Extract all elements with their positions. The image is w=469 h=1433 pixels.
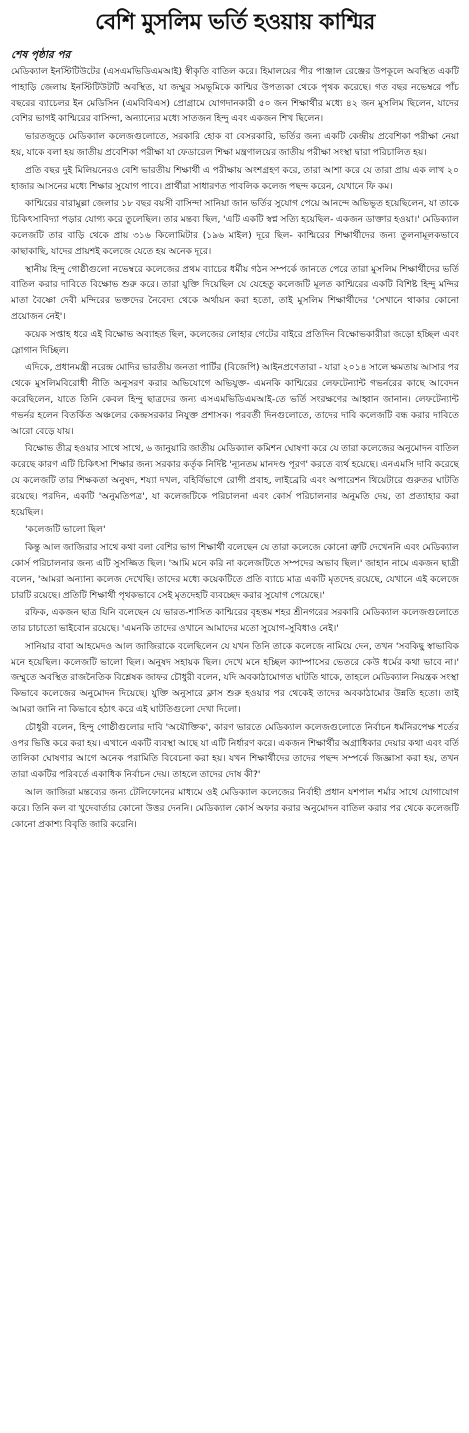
article-paragraph: সানিয়ার বাবা আহমেদও আল জাজিরাকে বলেছিলেন যে যখন তিনি তাকে কলেজে নামিয়ে দেন, তখন 'সবকিছু স্বাভাবিক মনে হয়েছিল। কলেজটি ভালো ছিল। অনুষদ সহায়ক ছিল। দেখে মনে হচ্ছিল ক্যাম্পাসের ভেতরে কেউ ধর্মের কথা ভাবে না।' জম্মুতে অবস্থিত রাজনৈতিক বিশ্লেষক জাফর চৌধুরী বলেন, যদি অবকাঠামোগত ঘাটতি থাকে, তাহলে মেডিক্যাল নিয়ন্ত্রক সংস্থা কিভাবে কলেজের অনুমোদন দিয়েছে। যুক্তি অনুসারে ক্লাস শুরু হওয়ার পর থেকেই তাদের অবকাঠামোর উন্নতি হতো। তাই আমরা জানি না কিভাবে হঠাৎ করে এই ঘাটতিগুলো দেখা দিলো। bbox=[11, 640, 459, 716]
article-paragraph: কাশ্মিরের বারামুল্লা জেলার ১৮ বছর বয়সী বাসিন্দা সানিয়া জান ভর্তির সুযোগ পেয়ে আনন্দে অভিভূত হয়েছিলেন, যা তাকে চিকিৎসাবিদ্যা পড়ার যোগ্য করে তুলেছিল। তার মন্তব্য ছিল, 'এটি একটি স্বপ্ন সত্যি হয়েছিল- একজন ডাক্তার হওয়া।' মেডিক্যাল কলেজটি তার বাড়ি থেকে প্রায় ৩১৬ কিলোমিটার (১৯৬ মাইল) দূরে ছিল- কাশ্মিরের শিক্ষার্থীদের জন্য তুলনামূলকভাবে কাছাকাছি, যাদের প্রায়শই কলেজে যেতে হয় অনেক দূরে। bbox=[11, 198, 459, 257]
headline: বেশি মুসলিম ভর্তি হওয়ায় কাশ্মির bbox=[95, 10, 375, 35]
article-paragraph: প্রতি বছর দুই মিলিয়নেরও বেশি ভারতীয় শিক্ষার্থী এ পরীক্ষায় অংশগ্রহণ করে, তারা আশা করে যে তারা প্রায় এক লাখ ২০ হাজার আসনের মধ্যে শিক্ষার সুযোগ পাবে। প্রার্থীরা সাধারণত পাবলিক কলেজ পছন্দ করেন, যেখানে ফি কম। bbox=[11, 164, 459, 192]
subheading: 'কলেজটি ভালো ছিল' bbox=[25, 524, 106, 536]
article-body bbox=[11, 64, 459, 832]
article-paragraph: রফিক, একজন ছাত্র যিনি বলেছেন যে ভারত-শাসিত কাশ্মিরের বৃহত্তম শহর শ্রীনগরের সরকারি মেডিক্যাল কলেজগুলোতে তার চাচাতো ভাইবোন রয়েছে। 'এমনকি তাদের ওখানে আমাদের মতো সুযোগ-সুবিধাও নেই।' bbox=[11, 607, 459, 635]
article-paragraph: কয়েক সপ্তাহ ধরে এই বিক্ষোভ অব্যাহত ছিল, কলেজের লোহার গেটের বাইরে প্রতিদিন বিক্ষোভকারীরা জড়ো হচ্ছিল এবং স্লোগান দিচ্ছিল। bbox=[11, 328, 459, 356]
article-paragraph: বিক্ষোভ তীব্র হওয়ার সাথে সাথে, ৬ জানুয়ারি জাতীয় মেডিক্যাল কমিশন ঘোষণা করে যে তারা কলেজের অনুমোদন বাতিল করেছে কারণ এটি চিকিৎসা শিক্ষার জন্য সরকার কর্তৃক নির্দিষ্ট 'ন্যূনতম মানদণ্ড পূরণ' করতে ব্যর্থ হয়েছে। এনএমসি দাবি করেছে যে কলেজটি তার শিক্ষকতা অনুষদ, শয্যা দখল, বহির্বিভাগে রোগী প্রবাহ, লাইব্রেরি এবং অপারেশন থিয়েটারে গুরুতর ঘাটতি রয়েছে। পরদিন, একটি 'অনুমতিপত্র', যা কলেজটিকে পরিচালনা এবং কোর্স পরিচালনার অনুমতি দেয়, তা প্রত্যাহার করা হয়েছিল। bbox=[11, 443, 459, 518]
article-paragraph: মেডিক্যাল ইনস্টিটিউটের (এসএমভিডিএমআই) স্বীকৃতি বাতিল করে। হিমালয়ের পীর পাঞ্জাল রেঞ্জের উপকূলে অবস্থিত একটি পাহাড়ি জেলায় ইনস্টিটিউটটি অবস্থিত, যা জম্মুর সমভূমিকে কাশ্মির উপত্যকা থেকে পৃথক করেছে। গত বছর নভেম্বরে পাঁচ বছরের ব্যাচেলর ইন মেডিসিন (এমবিবিএস) প্রোগ্রামে যোগদানকারী ৫০ জন শিক্ষার্থীর মধ্যে ৪২ জন মুসলিম ছিলেন, যাদের বেশির ভাগই কাশ্মিরের বাসিন্দা, অন্যান্যের মধ্যে সাতজন হিন্দু এবং একজন শিখ ছিলেন। bbox=[11, 66, 459, 125]
article-paragraph: আল জাজিরা মন্তব্যের জন্য টেলিফোনের মাধ্যমে ওই মেডিক্যাল কলেজের নির্বাহী প্রধান যশপাল শর্মার সাথে যোগাযোগ করে। তিনি কল বা খুদেবার্তার কোনো উত্তর দেননি। মেডিক্যাল কোর্স অফার করার অনুমোদন বাতিল করার পর থেকে কলেজটি কোনো প্রকাশ্য বিবৃতি জারি করেনি। bbox=[11, 787, 459, 830]
article-paragraph: এদিকে, প্রধানমন্ত্রী নরেন্দ্র মোদির ভারতীয় জনতা পার্টির (বিজেপি) আইনপ্রণেতারা - যারা ২০১৪ সালে ক্ষমতায় আসার পর থেকে মুসলিমবিরোধী নীতি অনুসরণ করার অভিযোগে অভিযুক্ত- এমনকি কাশ্মিরের লেফটেন্যান্ট গভর্নরের কাছে আবেদন করেছিলেন, যাতে তিনি কেবল হিন্দু ছাত্রদের জন্য এসএমভিডিএমআই-তে ভর্তি সংরক্ষণের আহ্বান জানান। লেফটেন্যান্ট গভর্নর হলেন বিতর্কিত অঞ্চলের কেন্দ্রসরকার নিযুক্ত প্রশাসক। পরবর্তী দিনগুলোতে, তাদের দাবি কলেজটি বন্ধ করার দাবিতে আরো বেড়ে যায়। bbox=[11, 362, 459, 437]
continued-from-label: শেষ পৃষ্ঠার পর bbox=[11, 49, 71, 61]
article-paragraph: স্থানীয় হিন্দু গোষ্ঠীগুলো নভেম্বরে কলেজের প্রথম ব্যাচের ধর্মীয় গঠন সম্পর্কে জানতে পেরে তারা মুসলিম শিক্ষার্থীদের ভর্তি বাতিল করার দাবিতে বিক্ষোভ শুরু করে। তারা যুক্তি দিয়েছিল যে যেহেতু কলেজটি মূলত কাশ্মিরের একটি বিশিষ্ট হিন্দু মন্দির মাতা বৈষ্ণো দেবী মন্দিরের ভক্তদের নৈবেদ্য থেকে অর্থায়ন করা হতো, তাই মুসলিম শিক্ষার্থীদের 'সেখানে থাকার কোনো প্রয়োজন নেই'। bbox=[11, 263, 459, 322]
article-paragraph: চৌধুরী বলেন, হিন্দু গোষ্ঠীগুলোর দাবি 'অযৌক্তিক', কারণ ভারতে মেডিক্যাল কলেজগুলোতে নির্বাচন ধর্মনিরপেক্ষ শর্তের ওপর ভিত্তি করে করা হয়। এখানে একটি ব্যবস্থা আছে যা এটি নির্ধারণ করে। একজন শিক্ষার্থীর অগ্রাধিকার দেয়ার কথা এবং বর্তি তালিকা ঘোষণার আগে অনেক পরামিতি বিবেচনা করা হয়। যখন শিক্ষার্থীদের তাদের পছন্দ সম্পর্কে জিজ্ঞাসা করা হয়, তখন তারা একটির পরিবর্তে একাধিক নির্বাচন দেয়। তাহলে তাদের দোষ কী?' bbox=[11, 721, 459, 781]
article-paragraph: কিন্তু আল জাজিরার সাথে কথা বলা বেশির ভাগ শিক্ষার্থী বলেছেন যে তারা কলেজে কোনো ত্রুটি দেখেননি এবং মেডিক্যাল কোর্স পরিচালনার জন্য এটি সুসজ্জিত ছিল। 'আমি মনে করি না কলেজটিতে সম্পদের অভাব ছিল।' জাহান নামে একজন ছাত্রী বলেন, 'আমরা অন্যান্য কলেজ দেখেছি। তাদের মধ্যে কয়েকটিতে প্রতি ব্যাচে মাত্র একটি মৃতদেহ রয়েছে, যেখানে এই কলেজে চারটি রয়েছে। প্রতিটি শিক্ষার্থী পৃথকভাবে সেই মৃতদেহটি ব্যবচ্ছেদ করার সুযোগ পেয়েছে।' bbox=[11, 542, 459, 601]
article-paragraph: ভারতজুড়ে মেডিক্যাল কলেজগুলোতে, সরকারি হোক বা বেসরকারি, ভর্তির জন্য একটি কেন্দ্রীয় প্রবেশিকা পরীক্ষা নেয়া হয়, যাকে বলা হয় জাতীয় প্রবেশিকা পরীক্ষা যা ফেডারেল শিক্ষা মন্ত্রণালয়ের জাতীয় পরীক্ষা সংস্থা দ্বারা পরিচালিত হয়। bbox=[11, 131, 459, 158]
